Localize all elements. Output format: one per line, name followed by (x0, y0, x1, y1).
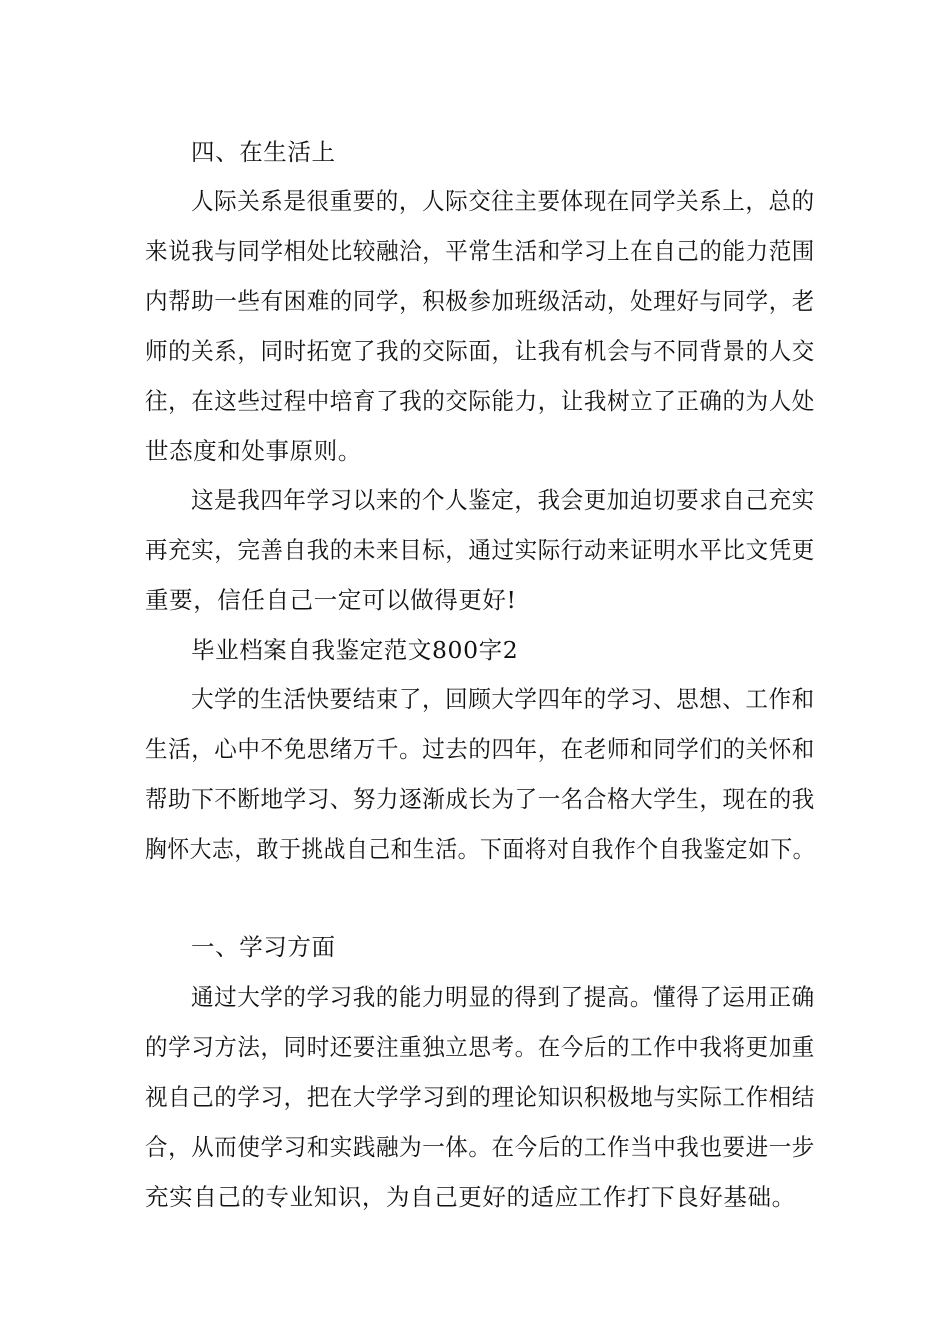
paragraph-line: 的学习方法，同时还要注重独立思考。在今后的工作中我将更加重 (145, 1033, 815, 1061)
section-heading-study: 一、学习方面 (191, 933, 336, 961)
paragraph-line: 视自己的学习，把在大学学习到的理论知识积极地与实际工作相结 (145, 1083, 815, 1111)
paragraph-line: 来说我与同学相处比较融洽，平常生活和学习上在自己的能力范围 (145, 237, 815, 265)
paragraph-line: 往，在这些过程中培育了我的交际能力，让我树立了正确的为人处 (145, 387, 815, 415)
paragraph-line: 世态度和处事原则。 (145, 437, 362, 465)
paragraph-line: 内帮助一些有困难的同学，积极参加班级活动，处理好与同学，老 (145, 287, 815, 315)
paragraph-line: 大学的生活快要结束了，回顾大学四年的学习、思想、工作和 (191, 685, 815, 713)
paragraph-line: 生活，心中不免思绪万千。过去的四年，在老师和同学们的关怀和 (145, 735, 815, 763)
section-heading-life: 四、在生活上 (191, 138, 336, 166)
paragraph-line: 通过大学的学习我的能力明显的得到了提高。懂得了运用正确 (191, 983, 815, 1011)
paragraph-line: 师的关系，同时拓宽了我的交际面，让我有机会与不同背景的人交 (145, 337, 815, 365)
paragraph-line: 这是我四年学习以来的个人鉴定，我会更加迫切要求自己充实 (191, 486, 815, 514)
paragraph-line: 人际关系是很重要的，人际交往主要体现在同学关系上，总的 (191, 187, 815, 215)
article-title: 毕业档案自我鉴定范文800字2 (191, 636, 519, 664)
paragraph-line: 帮助下不断地学习、努力逐渐成长为了一名合格大学生，现在的我 (145, 785, 815, 813)
paragraph-line: 重要，信任自己一定可以做得更好! (145, 586, 517, 614)
paragraph-line: 充实自己的专业知识，为自己更好的适应工作打下良好基础。 (145, 1183, 796, 1211)
paragraph-line: 再充实，完善自我的未来目标，通过实际行动来证明水平比文凭更 (145, 536, 815, 564)
paragraph-line: 合，从而使学习和实践融为一体。在今后的工作当中我也要进一步 (145, 1133, 815, 1161)
paragraph-line: 胸怀大志，敢于挑战自己和生活。下面将对自我作个自我鉴定如下。 (145, 835, 816, 863)
